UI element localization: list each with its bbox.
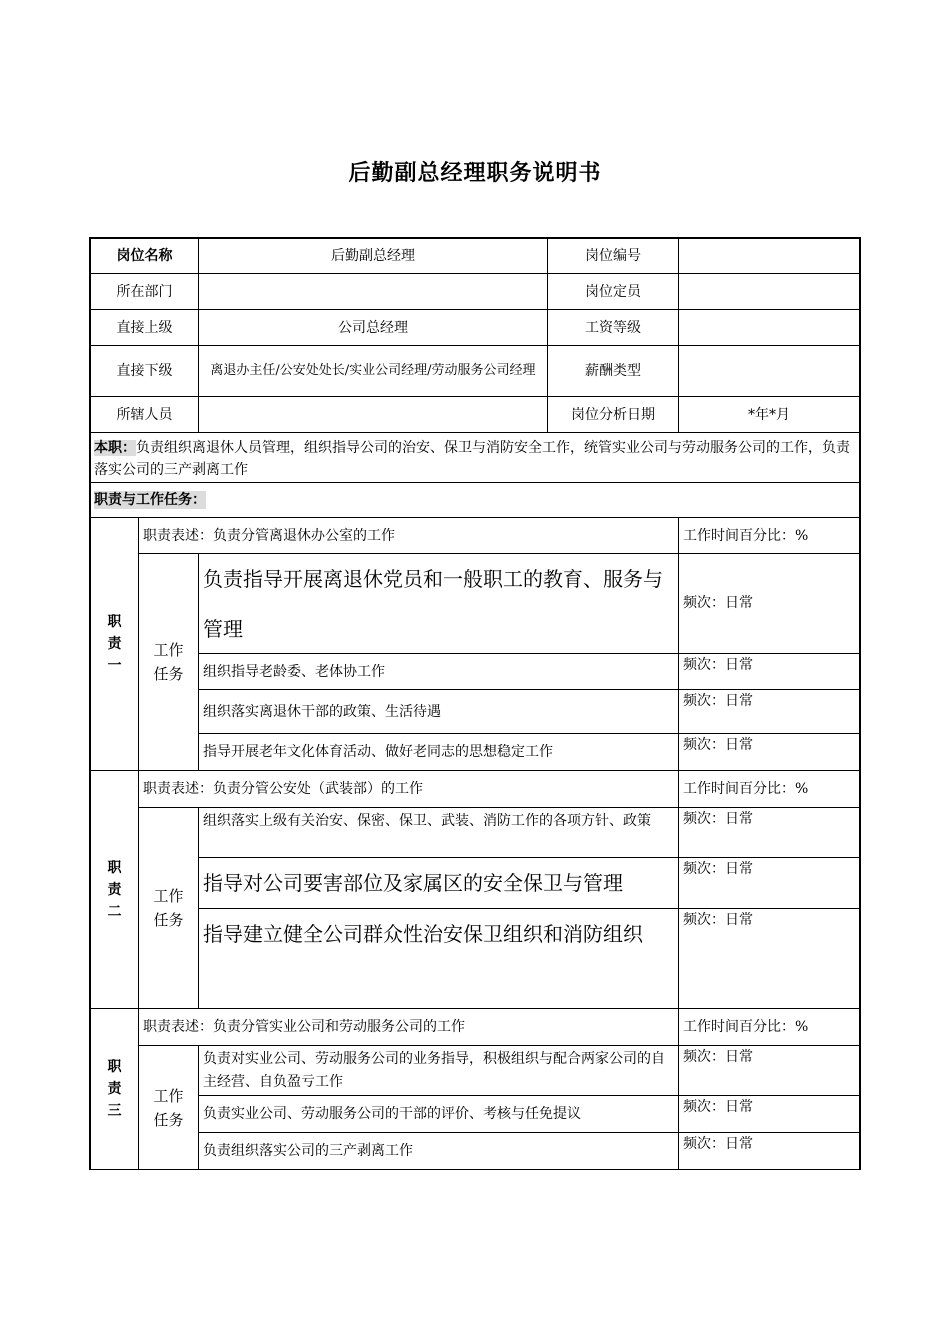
duty-3-task-2-freq: 频次：日常	[678, 1095, 861, 1133]
duty-2-task-3-freq: 频次：日常	[678, 908, 861, 1009]
duty-2-time-pct: 工作时间百分比：%	[678, 770, 861, 808]
duty-1-task-2: 组织指导老龄委、老体协工作	[198, 653, 679, 690]
duty-3-task-1: 负责对实业公司、劳动服务公司的业务指导，积极组织与配合两家公司的自主经营、自负盈亏工作	[198, 1045, 679, 1096]
position-name-label: 岗位名称	[89, 237, 199, 274]
staff-label: 所辖人员	[89, 396, 199, 433]
duty-1-task-3-freq: 频次：日常	[678, 689, 861, 734]
duty-3-task-2: 负责实业公司、劳动服务公司的干部的评价、考核与任免提议	[198, 1095, 679, 1133]
subordinate-value: 离退办主任/公安处处长/实业公司经理/劳动服务公司经理	[198, 345, 548, 397]
duty-3-name-text: 职责三	[107, 1059, 122, 1119]
quota-value	[678, 273, 861, 310]
quota-label: 岗位定员	[547, 273, 679, 310]
duty-summary	[89, 432, 861, 483]
salary-grade-value	[678, 309, 861, 346]
duty-1-time-pct: 工作时间百分比：%	[678, 517, 861, 554]
duty-summary-label: 本职：	[94, 440, 136, 456]
superior-label: 直接上级	[89, 309, 199, 346]
duty-1-task-4: 指导开展老年文化体育活动、做好老同志的思想稳定工作	[198, 733, 679, 771]
duty-1-task-label	[138, 553, 199, 771]
duty-3-task-3: 负责组织落实公司的三产剥离工作	[198, 1132, 679, 1170]
duty-2-description: 职责表述：负责分管公安处（武装部）的工作	[138, 770, 679, 808]
duty-2-name	[89, 770, 139, 1009]
dept-label: 所在部门	[89, 273, 199, 310]
duty-2-name-text: 职责二	[107, 859, 122, 920]
page-title: 后勤副总经理职务说明书	[348, 161, 602, 186]
duty-2-task-3: 指导建立健全公司群众性治安保卫组织和消防组织	[198, 908, 679, 1009]
duty-2-task-2-freq: 频次：日常	[678, 857, 861, 909]
position-no-value	[678, 237, 861, 274]
duty-1-task-3: 组织落实离退休干部的政策、生活待遇	[198, 689, 679, 734]
duty-2-task-label-text: 工作任务	[153, 887, 184, 929]
duty-2-task-1-freq: 频次：日常	[678, 807, 861, 858]
duty-3-name	[89, 1008, 139, 1170]
duty-3-description: 职责表述：负责分管实业公司和劳动服务公司的工作	[138, 1008, 679, 1046]
pay-type-value	[678, 345, 861, 397]
duty-2-task-1: 组织落实上级有关治安、保密、保卫、武装、消防工作的各项方针、政策	[198, 807, 679, 858]
duty-3-task-3-freq: 频次：日常	[678, 1132, 861, 1170]
duties-header-label: 职责与工作任务：	[94, 492, 206, 508]
duty-3-task-1-freq: 频次：日常	[678, 1045, 861, 1096]
duty-1-name	[89, 517, 139, 771]
duty-2-task-2: 指导对公司要害部位及家属区的安全保卫与管理	[198, 857, 679, 909]
superior-value: 公司总经理	[198, 309, 548, 346]
duty-3-task-label	[138, 1045, 199, 1170]
duty-1-task-label-text: 工作任务	[153, 641, 184, 683]
duties-header	[89, 482, 861, 518]
pay-type-label: 薪酬类型	[547, 345, 679, 397]
position-no-label: 岗位编号	[547, 237, 679, 274]
dept-value	[198, 273, 548, 310]
duty-1-task-1: 负责指导开展离退休党员和一般职工的教育、服务与管理	[198, 553, 679, 654]
duty-2-task-label	[138, 807, 199, 1009]
duty-3-time-pct: 工作时间百分比：%	[678, 1008, 861, 1046]
duty-1-task-2-freq: 频次：日常	[678, 653, 861, 690]
salary-grade-label: 工资等级	[547, 309, 679, 346]
subordinate-label: 直接下级	[89, 345, 199, 397]
analysis-date-label: 岗位分析日期	[547, 396, 679, 433]
position-name-value: 后勤副总经理	[198, 237, 548, 274]
staff-value	[198, 396, 548, 433]
duty-3-task-label-text: 工作任务	[153, 1086, 184, 1129]
analysis-date-value: *年*月	[678, 396, 861, 433]
duty-summary-text: 负责组织离退休人员管理，组织指导公司的治安、保卫与消防安全工作，统管实业公司与劳动服务公司的工作，负责落实公司的三产剥离工作	[94, 440, 850, 478]
duty-1-name-text: 职责一	[107, 614, 122, 674]
duty-1-description: 职责表述：负责分管离退休办公室的工作	[138, 517, 679, 554]
duty-1-task-4-freq: 频次：日常	[678, 733, 861, 771]
duty-1-task-1-freq: 频次：日常	[678, 553, 861, 654]
